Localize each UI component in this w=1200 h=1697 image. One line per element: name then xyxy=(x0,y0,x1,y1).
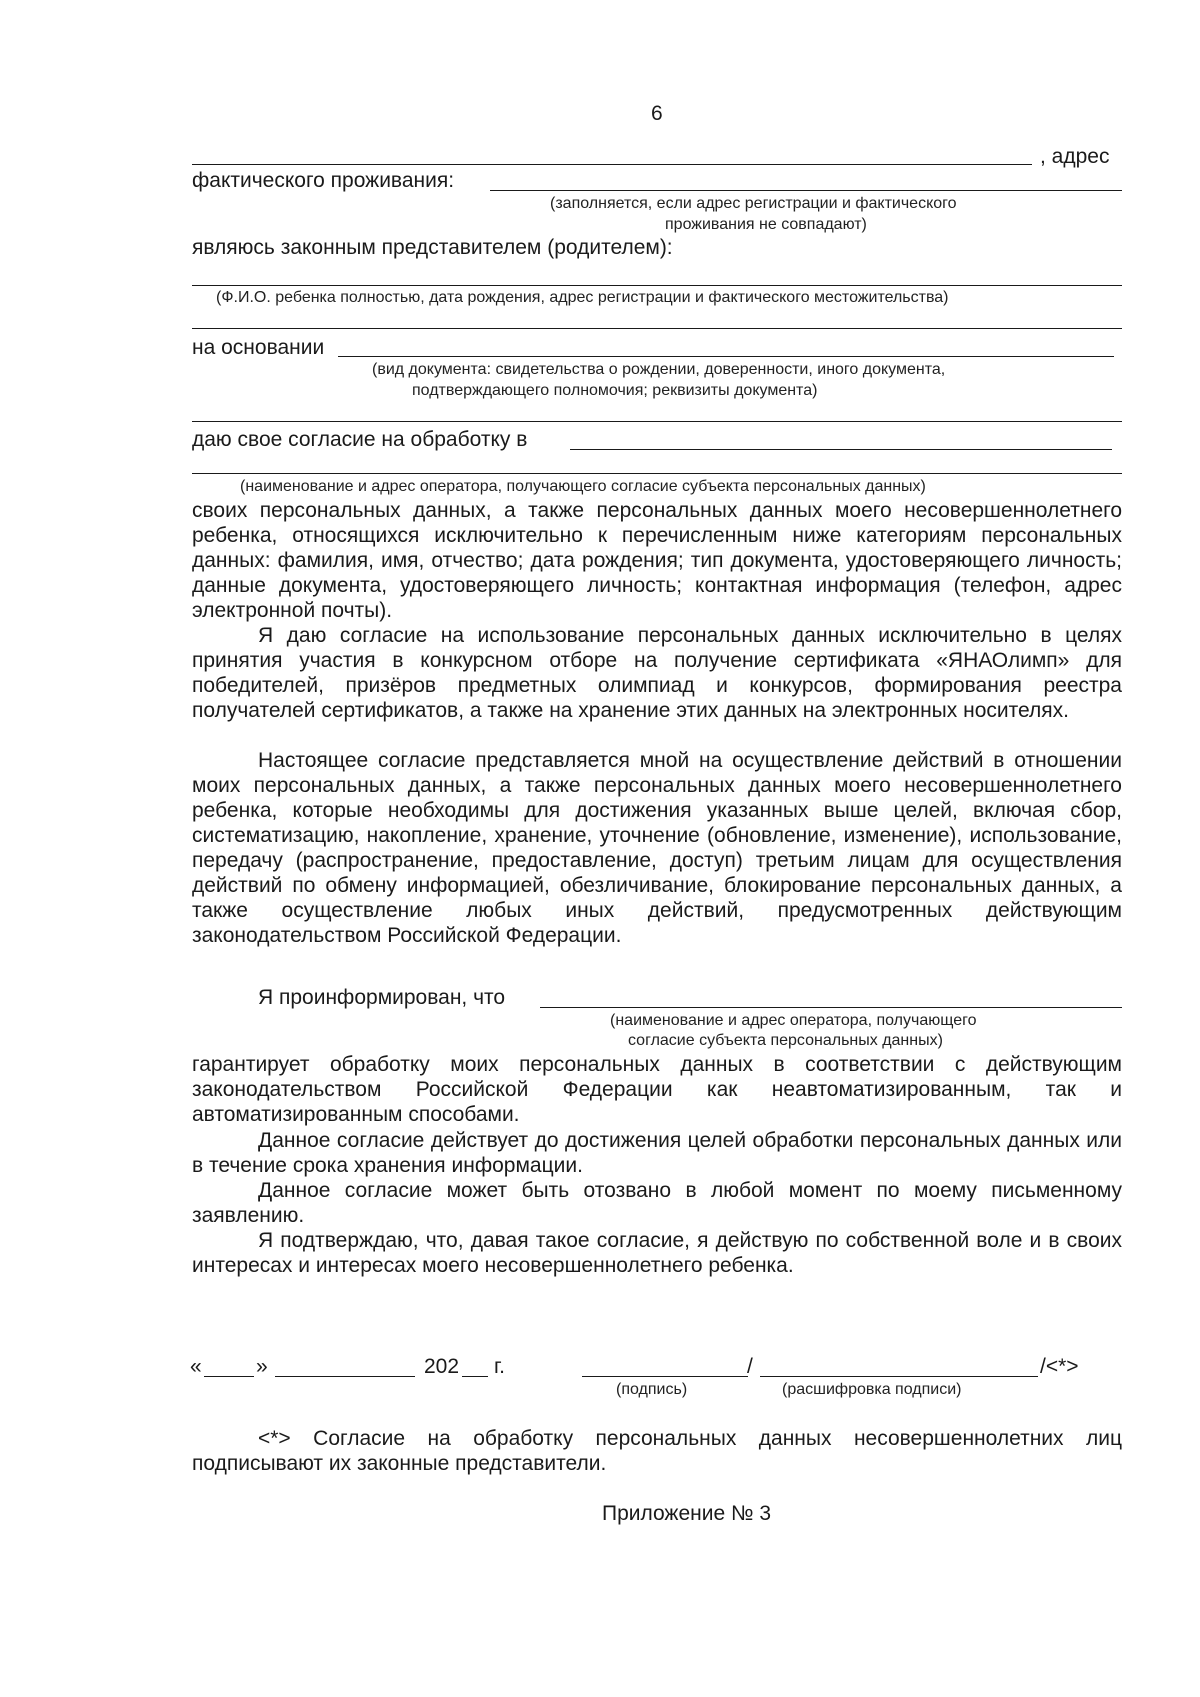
informed-hint-2: согласие субъекта персональных данных) xyxy=(628,1032,943,1049)
informed-line xyxy=(540,1007,1122,1008)
informed-label: Я проинформирован, что xyxy=(258,986,506,1009)
basis-label: на основании xyxy=(192,336,325,359)
basis-hint-2: подтверждающего полномочия; реквизиты документа) xyxy=(412,382,818,399)
basis-line xyxy=(338,356,1114,357)
operator-line-2 xyxy=(192,473,1122,474)
basis-line-2 xyxy=(192,421,1122,422)
paragraph-4: гарантирует обработку моих персональных данных в соответствии с действующим законодательством Российской Федерации как неавтоматизированным, так и автоматизированным способами. xyxy=(192,1053,1122,1126)
signature-line xyxy=(582,1376,748,1377)
actual-residence-label: фактического проживания: xyxy=(192,169,455,192)
paragraph-6: Данное согласие может быть отозвано в любой момент по моему письменному заявлению. xyxy=(192,1179,1122,1227)
date-month-line xyxy=(275,1376,415,1377)
basis-hint-1: (вид документа: свидетельства о рождении, доверенности, иного документа, xyxy=(372,361,946,378)
date-year: 202 xyxy=(424,1355,460,1378)
paragraph-7: Я подтверждаю, что, давая такое согласие, я действую по собственной воле и в своих интересах и интересах моего несовершеннолетнего ребенка. xyxy=(192,1229,1122,1277)
actual-residence-hint-1: (заполняется, если адрес регистрации и фактического xyxy=(550,195,957,212)
operator-line xyxy=(570,449,1112,450)
representative-text: являюсь законным представителем (родителем): xyxy=(192,236,673,259)
signature-decode-line xyxy=(760,1376,1038,1377)
address-line xyxy=(192,164,1032,165)
footnote: <*> Согласие на обработку персональных данных несовершеннолетних лиц подписывают их законные представители. xyxy=(192,1427,1122,1475)
signature-slash: / xyxy=(747,1355,753,1378)
paragraph-5: Данное согласие действует до достижения целей обработки персональных данных или в течение срока хранения информации. xyxy=(192,1129,1122,1177)
child-hint: (Ф.И.О. ребенка полностью, дата рождения, адрес регистрации и фактического местожительства) xyxy=(216,289,949,306)
date-day-line xyxy=(204,1376,254,1377)
informed-hint-1: (наименование и адрес оператора, получающего xyxy=(610,1012,977,1029)
signature-decode-hint: (расшифровка подписи) xyxy=(782,1381,962,1398)
paragraph-2: Я даю согласие на использование персональных данных исключительно в целях принятия участия в конкурсном отборе на получение сертификата «ЯНАОлимп» для победителей, призёров предметных олимпиад и конкурсов, формирования реестра получателей сертификатов, а также на хранение этих данных на электронных носителях. xyxy=(192,624,1122,722)
signature-hint: (подпись) xyxy=(616,1381,688,1398)
actual-residence-hint-2: проживания не совпадают) xyxy=(665,216,867,233)
address-label: , адрес xyxy=(1040,145,1110,168)
appendix-label: Приложение № 3 xyxy=(602,1502,772,1525)
child-line-2 xyxy=(192,328,1122,329)
date-close-quote: » xyxy=(256,1355,268,1378)
date-open-quote: « xyxy=(190,1355,202,1378)
child-line xyxy=(192,285,1122,286)
operator-hint: (наименование и адрес оператора, получающего согласие субъекта персональных данных) xyxy=(240,478,926,495)
signature-end: /<*> xyxy=(1040,1355,1079,1378)
consent-label: даю свое согласие на обработку в xyxy=(192,428,528,451)
actual-residence-line xyxy=(490,190,1122,191)
date-year-line xyxy=(462,1376,488,1377)
date-suffix: г. xyxy=(494,1355,505,1378)
paragraph-1: своих персональных данных, а также персональных данных моего несовершеннолетнего ребенка, относящихся исключительно к перечисленным ниже категориям персональных данных: фамилия, имя, отчество; дата рождения; тип документа, удостоверяющего личность; данные документа, удостоверяющего личность; контактная информация (телефон, адрес электронной почты). xyxy=(192,499,1122,622)
page-number: 6 xyxy=(651,102,663,125)
paragraph-3: Настоящее согласие представляется мной на осуществление действий в отношении моих персональных данных, а также персональных данных моего несовершеннолетнего ребенка, которые необходимы для достижения указанных выше целей, включая сбор, систематизацию, накопление, хранение, уточнение (обновление, изменение), использование, передачу (распространение, предоставление, доступ) третьим лицам для осуществления действий по обмену информацией, обезличивание, блокирование персональных данных, а также осуществление любых иных действий, предусмотренных действующим законодательством Российской Федерации. xyxy=(192,749,1122,947)
